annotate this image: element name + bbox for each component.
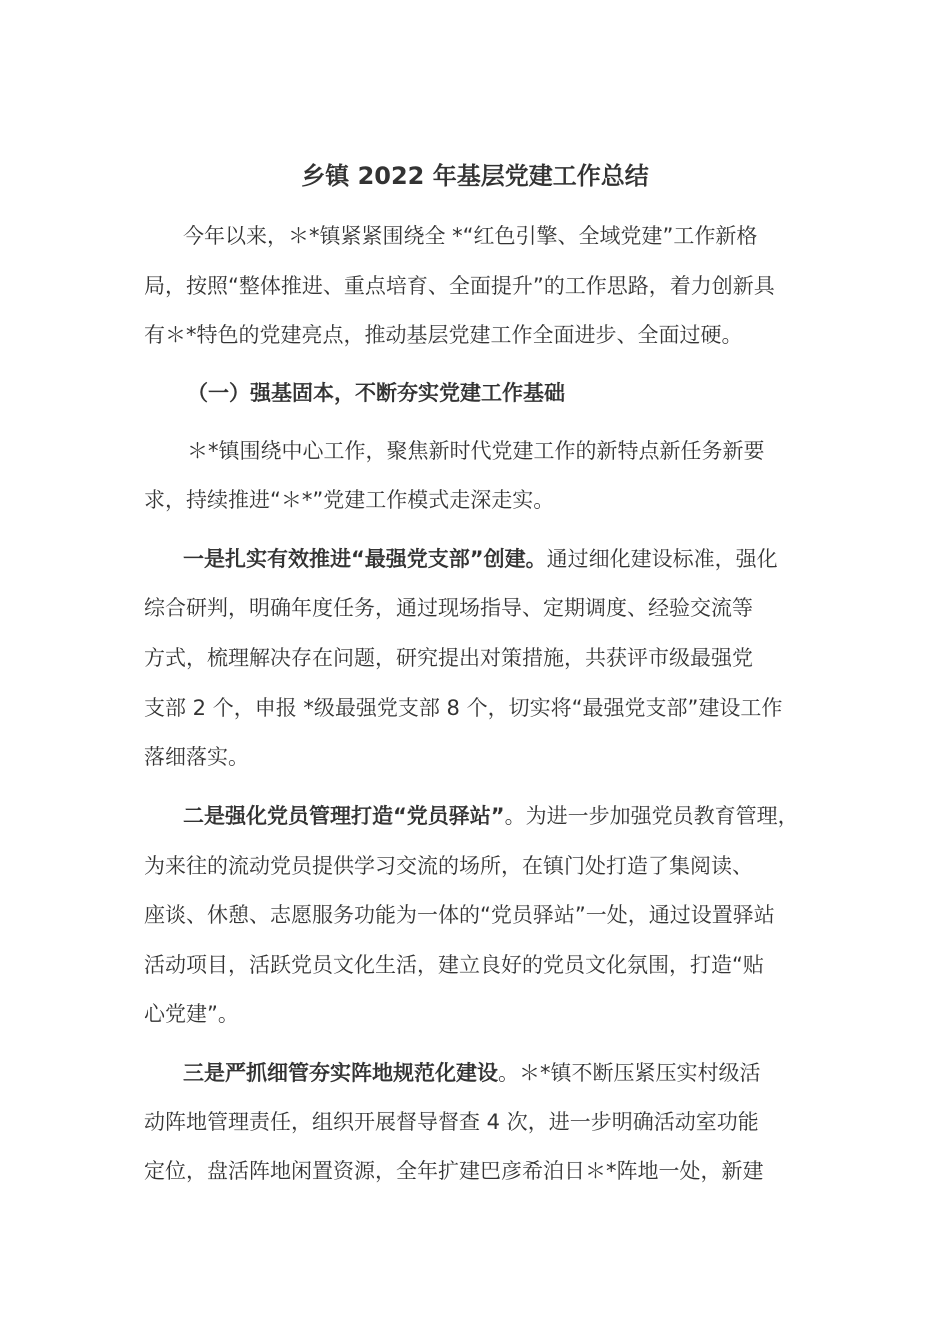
item3-line-1-rest: 。＊*镇不断压紧压实村级活 [498, 1061, 761, 1085]
item3-line-2: 动阵地管理责任，组织开展督导督查 4 次，进一步明确活动室功能 [144, 1110, 759, 1134]
section-para-line-2: 求，持续推进“＊*”党建工作模式走深走实。 [144, 488, 555, 512]
item1-line-2: 综合研判，明确年度任务，通过现场指导、定期调度、经验交流等 [144, 596, 753, 620]
item2-line-5: 心党建”。 [144, 1002, 239, 1026]
section-para-line-1: ＊*镇围绕中心工作，聚焦新时代党建工作的新特点新任务新要 [187, 439, 765, 463]
item3-line-3: 定位，盘活阵地闲置资源，全年扩建巴彦希泊日＊*阵地一处，新建 [144, 1159, 764, 1183]
intro-line-2: 局，按照“整体推进、重点培育、全面提升”的工作思路，着力创新具 [144, 274, 775, 298]
item1-line-1 [183, 544, 778, 574]
item1-line-5: 落细落实。 [144, 745, 249, 769]
intro-line-1: 今年以来，＊*镇紧紧围绕全 *“红色引擎、全域党建”工作新格 [183, 224, 758, 248]
item2-line-3: 座谈、休憩、志愿服务功能为一体的“党员驿站”一处，通过设置驿站 [144, 903, 775, 927]
item1-line-1-rest: 通过细化建设标准，强化 [546, 547, 778, 571]
item2-line-1 [183, 801, 799, 831]
item2-line-2: 为来往的流动党员提供学习交流的场所，在镇门处打造了集阅读、 [144, 854, 753, 878]
item1-line-4: 支部 2 个，申报 *级最强党支部 8 个，切实将“最强党支部”建设工作 [144, 696, 783, 720]
item3-line-1 [183, 1058, 761, 1088]
item2-line-4: 活动项目，活跃党员文化生活，建立良好的党员文化氛围，打造“贴 [144, 953, 764, 977]
item1-line-3: 方式，梳理解决存在问题，研究提出对策措施，共获评市级最强党 [144, 646, 753, 670]
item1-lead: 一是扎实有效推进“最强党支部”创建。 [183, 547, 547, 571]
document-title: 乡镇 2022 年基层党建工作总结 [301, 162, 649, 190]
section-heading: （一）强基固本，不断夯实党建工作基础 [187, 381, 565, 405]
item2-lead: 二是强化党员管理打造“党员驿站” [183, 804, 505, 828]
item2-line-1-rest: 。为进一步加强党员教育管理， [504, 804, 799, 828]
intro-line-3: 有＊*特色的党建亮点，推动基层党建工作全面进步、全面过硬。 [144, 323, 743, 347]
item3-lead: 三是严抓细管夯实阵地规范化建设 [183, 1061, 498, 1085]
